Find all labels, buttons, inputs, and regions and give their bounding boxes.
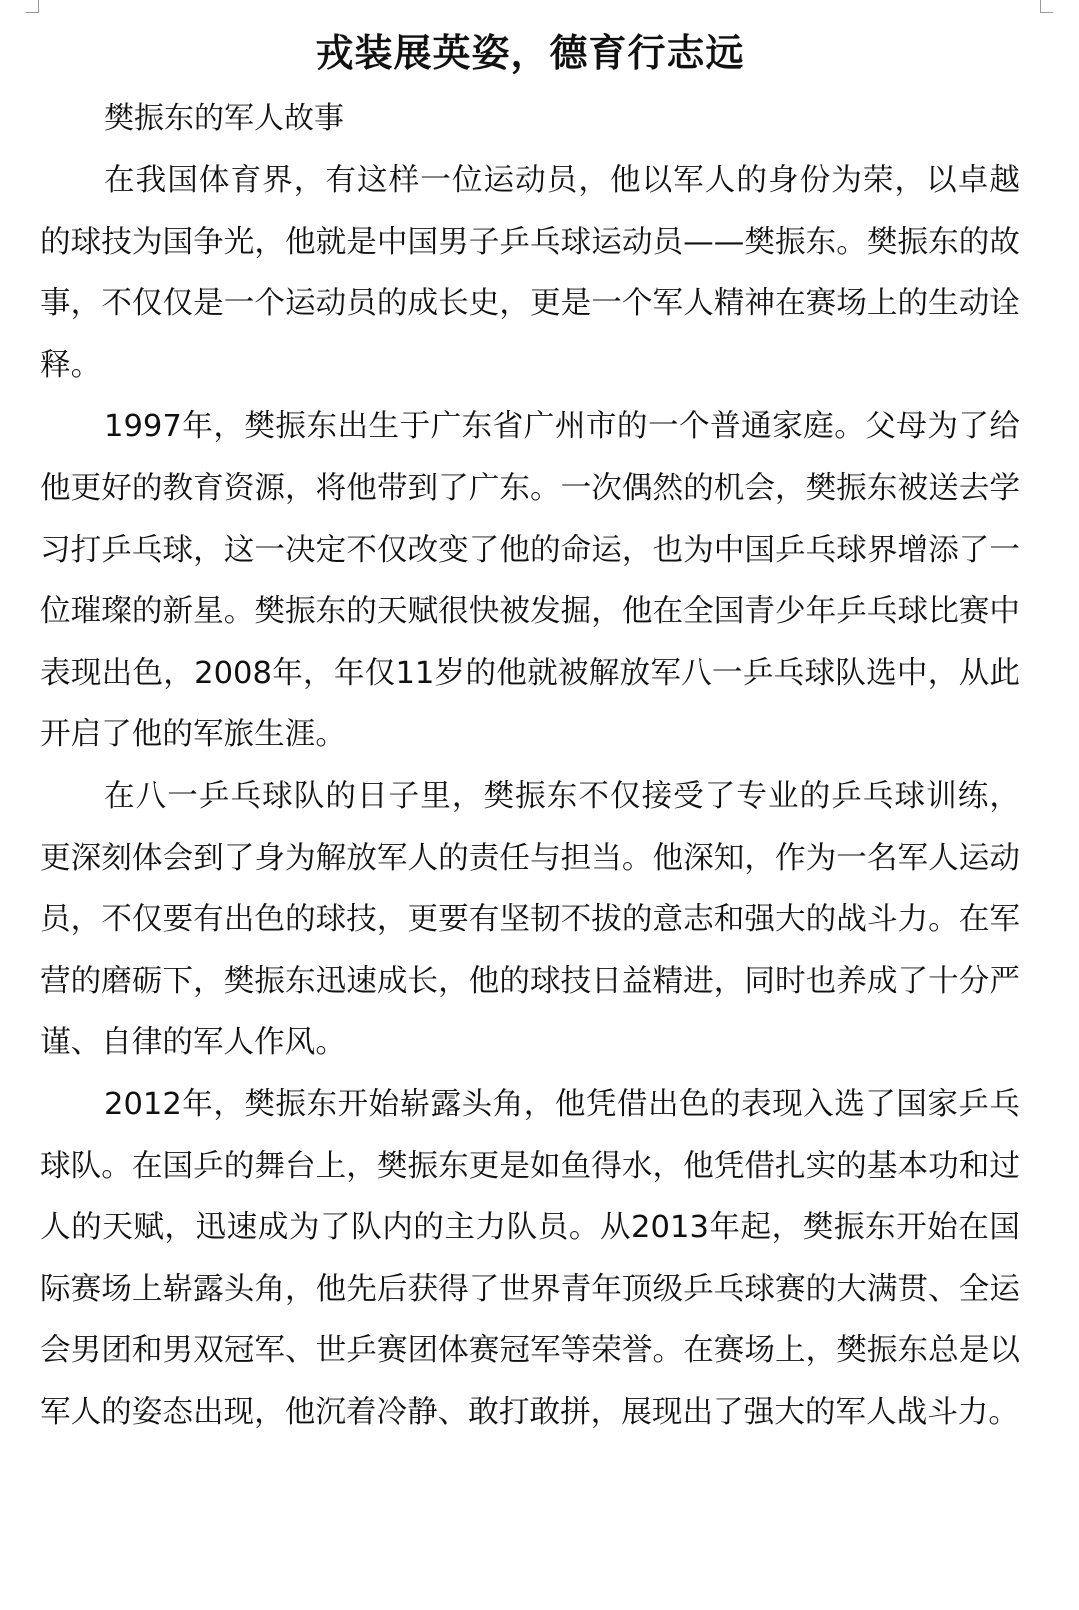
page-corner-mark-left [26, 0, 39, 13]
document-page [40, 24, 1020, 1443]
paragraph-national-team: 2012年，樊振东开始崭露头角，他凭借出色的表现入选了国家乒乓球队。在国乒的舞台上，樊振东更是如鱼得水，他凭借扎实的基本功和过人的天赋，迅速成为了队内的主力队员。从2013年起，樊振东开始在国际赛场上崭露头角，他先后获得了世界青年顶级乒乓球赛的大满贯、全运会男团和男双冠军、世乒赛团体赛冠军等荣誉。在赛场上，樊振东总是以军人的姿态出现，他沉着冷静、敢打敢拼，展现出了强大的军人战斗力。 [40, 1086, 1020, 1430]
page-corner-mark-right [1040, 0, 1053, 13]
paragraph-intro: 在我国体育界，有这样一位运动员，他以军人的身份为荣，以卓越的球技为国争光，他就是中国男子乒乓球运动员——樊振东。樊振东的故事，不仅仅是一个运动员的成长史，更是一个军人精神在赛场上的生动诠释。 [40, 163, 1020, 383]
document-title: 戎装展英姿，德育行志远 [315, 31, 745, 75]
paragraph-bayi-team: 在八一乒乓球队的日子里，樊振东不仅接受了专业的乒乓球训练，更深刻体会到了身为解放军人的责任与担当。他深知，作为一名军人运动员，不仅要有出色的球技，更要有坚韧不拔的意志和强大的战斗力。在军营的磨砺下，樊振东迅速成长，他的球技日益精进，同时也养成了十分严谨、自律的军人作风。 [40, 778, 1020, 1061]
paragraph-early-life: 1997年，樊振东出生于广东省广州市的一个普通家庭。父母为了给他更好的教育资源，将他带到了广东。一次偶然的机会，樊振东被送去学习打乒乓球，这一决定不仅改变了他的命运，也为中国乒乓球界增添了一位璀璨的新星。樊振东的天赋很快被发掘，他在全国青少年乒乓球比赛中表现出色，2008年，年仅11岁的他就被解放军八一乒乓球队选中，从此开启了他的军旅生涯。 [40, 409, 1020, 753]
document-subtitle: 樊振东的军人故事 [104, 101, 344, 136]
